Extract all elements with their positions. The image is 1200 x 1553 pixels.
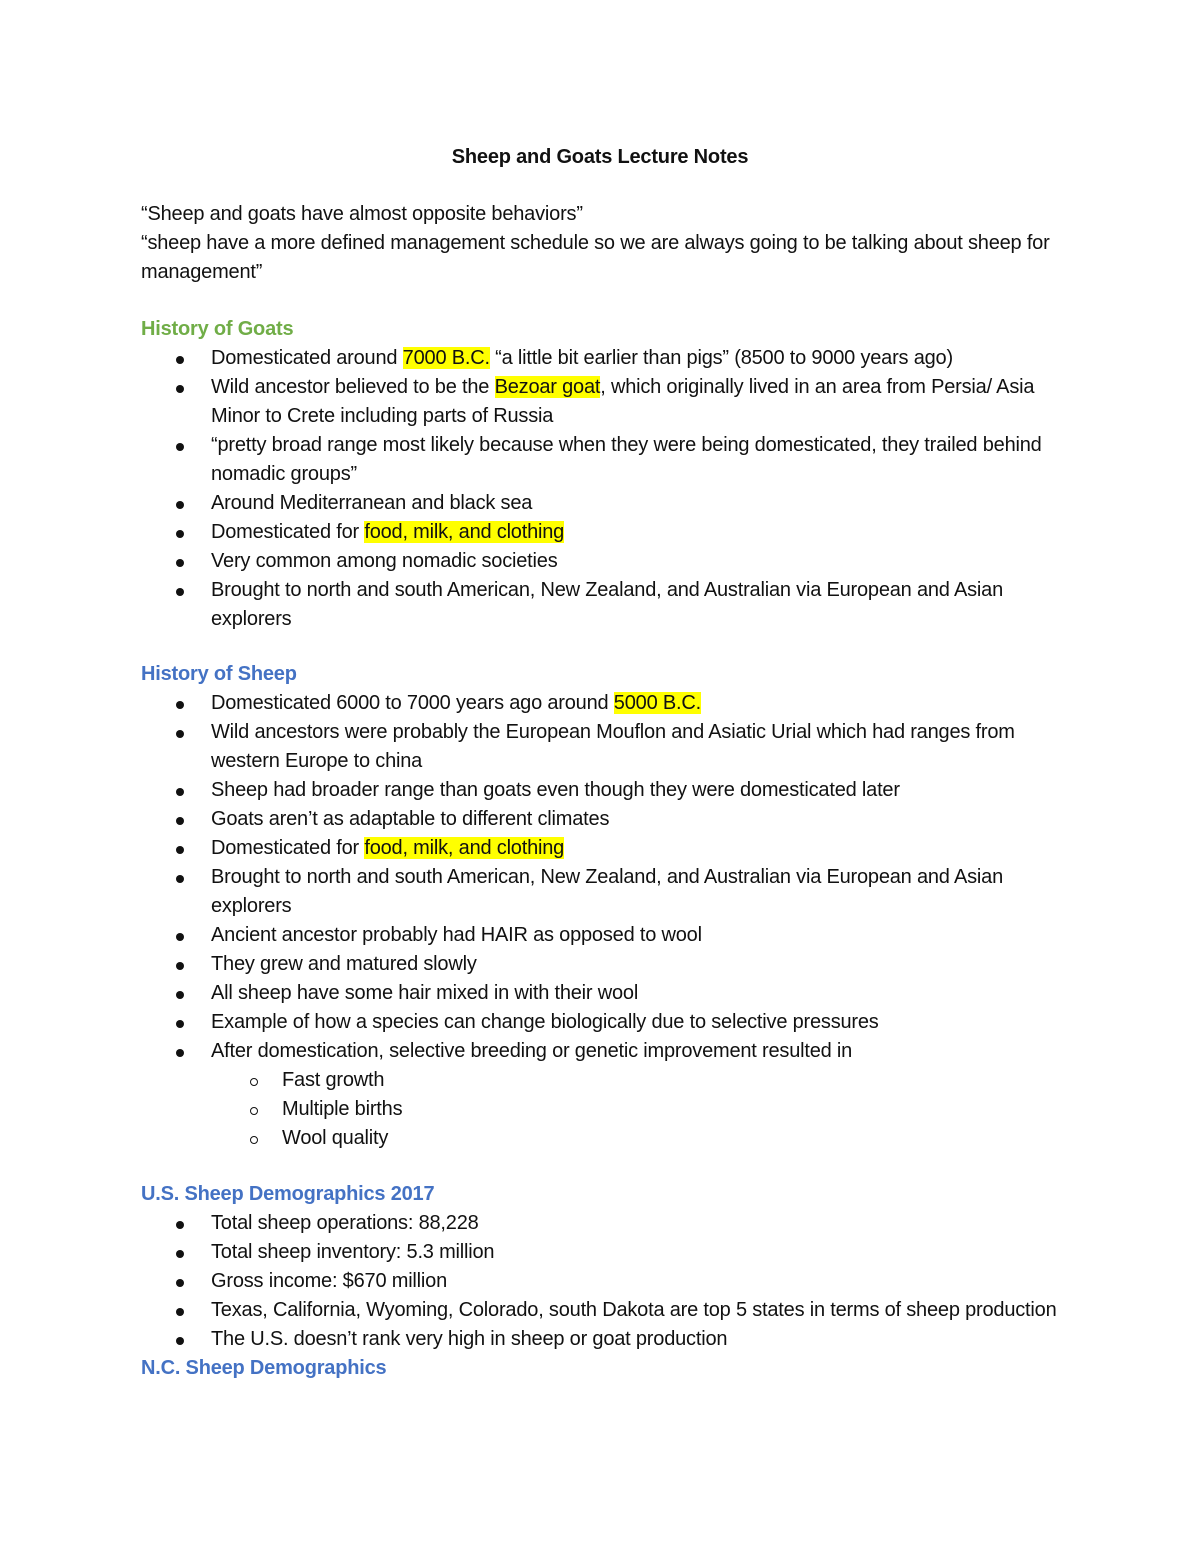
list-item: Domesticated for food, milk, and clothing: [141, 834, 1071, 863]
sub-list-item: Wool quality: [141, 1124, 1071, 1153]
list-item: Wild ancestor believed to be the Bezoar goat, which originally lived in an area from Persia/ Asia Minor to Crete including parts of Russia: [141, 373, 1071, 431]
list-item: Goats aren’t as adaptable to different climates: [141, 805, 1071, 834]
list-item: Brought to north and south American, New Zealand, and Australian via European and Asian explorers: [141, 863, 1071, 921]
list-item: All sheep have some hair mixed in with their wool: [141, 979, 1071, 1008]
highlight: 5000 B.C.: [613, 692, 701, 714]
sheep-heading: History of Sheep: [141, 663, 297, 685]
intro-quotes: [141, 200, 1071, 287]
list-item: Total sheep inventory: 5.3 million: [141, 1238, 1071, 1267]
list-item: They grew and matured slowly: [141, 950, 1071, 979]
list-item: Domesticated 6000 to 7000 years ago around 5000 B.C.: [141, 689, 1071, 718]
us-demographics-list: [141, 1209, 1071, 1354]
sub-list-item: Multiple births: [141, 1095, 1071, 1124]
list-item: After domestication, selective breeding or genetic improvement resulted in: [141, 1037, 1071, 1066]
sheep-section: [141, 660, 1071, 1153]
highlight: food, milk, and clothing: [364, 521, 565, 543]
sheep-list: [141, 689, 1071, 1153]
goats-heading: History of Goats: [141, 318, 294, 340]
us-demographics-section: [141, 1180, 1071, 1383]
list-item: Around Mediterranean and black sea: [141, 489, 1071, 518]
list-item: Sheep had broader range than goats even though they were domesticated later: [141, 776, 1071, 805]
quote-2: “sheep have a more defined management schedule so we are always going to be talking about sheep for management”: [141, 232, 1050, 283]
list-item: Texas, California, Wyoming, Colorado, south Dakota are top 5 states in terms of sheep production: [141, 1296, 1071, 1325]
document-title: Sheep and Goats Lecture Notes: [451, 146, 749, 168]
goats-section: [141, 315, 1071, 634]
list-item: Total sheep operations: 88,228: [141, 1209, 1071, 1238]
list-item: Ancient ancestor probably had HAIR as opposed to wool: [141, 921, 1071, 950]
list-item: Domesticated for food, milk, and clothing: [141, 518, 1071, 547]
list-item: Very common among nomadic societies: [141, 547, 1071, 576]
list-item: “pretty broad range most likely because when they were being domesticated, they trailed behind nomadic groups”: [141, 431, 1071, 489]
highlight: Bezoar goat: [494, 376, 601, 398]
highlight: 7000 B.C.: [402, 347, 490, 369]
list-item: Example of how a species can change biologically due to selective pressures: [141, 1008, 1071, 1037]
sub-list-item: Fast growth: [141, 1066, 1071, 1095]
list-item: The U.S. doesn’t rank very high in sheep or goat production: [141, 1325, 1071, 1354]
quote-1: “Sheep and goats have almost opposite behaviors”: [141, 203, 583, 225]
list-item: Wild ancestors were probably the European Mouflon and Asiatic Urial which had ranges from western Europe to china: [141, 718, 1071, 776]
list-item: Domesticated around 7000 B.C. “a little bit earlier than pigs” (8500 to 9000 years ago): [141, 344, 1071, 373]
goats-list: [141, 344, 1071, 634]
list-item: Gross income: $670 million: [141, 1267, 1071, 1296]
nc-demographics-heading: N.C. Sheep Demographics: [141, 1357, 387, 1379]
highlight: food, milk, and clothing: [364, 837, 565, 859]
list-item: Brought to north and south American, New Zealand, and Australian via European and Asian explorers: [141, 576, 1071, 634]
us-demographics-heading: U.S. Sheep Demographics 2017: [141, 1183, 435, 1205]
